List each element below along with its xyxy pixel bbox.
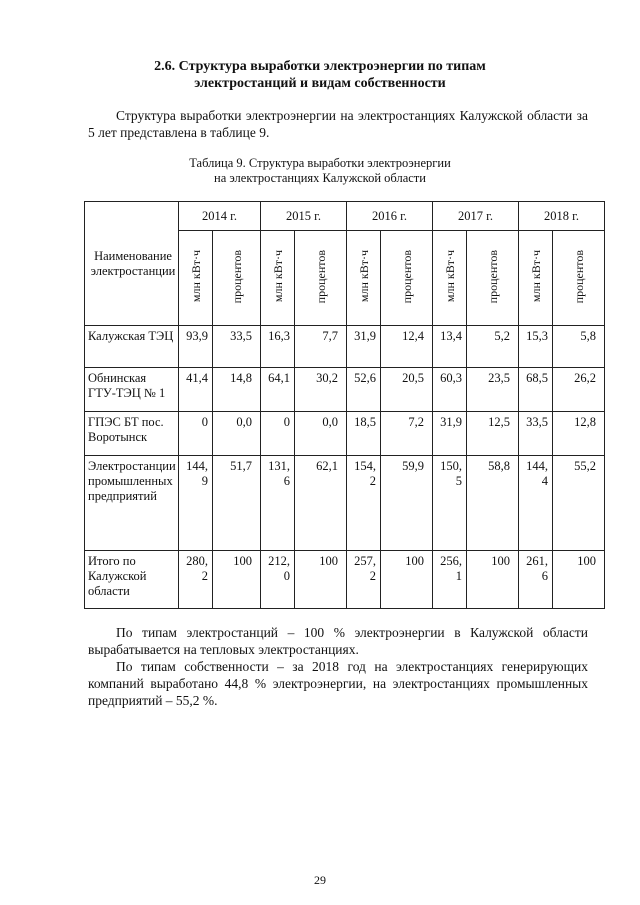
cell-mwh: 212,0: [261, 551, 295, 609]
row-name: Калужская ТЭЦ: [85, 326, 179, 368]
unit-header-percent: процентов: [295, 231, 347, 326]
cell-percent: 7,2: [381, 412, 433, 456]
cell-percent: 58,8: [467, 456, 519, 551]
cell-percent: 59,9: [381, 456, 433, 551]
unit-header-mwh: млн кВт·ч: [347, 231, 381, 326]
row-name: Итого по Калужской области: [85, 551, 179, 609]
unit-header-mwh: млн кВт·ч: [519, 231, 553, 326]
unit-header-mwh: млн кВт·ч: [261, 231, 295, 326]
section-heading-line-1: 2.6. Структура выработки электроэнергии по типам: [154, 59, 486, 74]
table-row: [85, 456, 605, 551]
cell-percent: 33,5: [213, 326, 261, 368]
cell-mwh: 261,6: [519, 551, 553, 609]
section-heading: [0, 58, 640, 92]
row-name: Электростанции промышленных предприятий: [85, 456, 179, 551]
cell-percent: 100: [381, 551, 433, 609]
intro-paragraph: [88, 107, 588, 141]
cell-mwh: 144,4: [519, 456, 553, 551]
cell-mwh: 131,6: [261, 456, 295, 551]
intro-text: Структура выработки электроэнергии на электростанциях Калужской области за 5 лет представлена в таблице 9.: [88, 108, 588, 140]
table-row: [85, 326, 605, 368]
cell-percent: 20,5: [381, 368, 433, 412]
cell-mwh: 64,1: [261, 368, 295, 412]
cell-mwh: 31,9: [433, 412, 467, 456]
cell-mwh: 16,3: [261, 326, 295, 368]
unit-header-mwh: млн кВт·ч: [179, 231, 213, 326]
cell-mwh: 68,5: [519, 368, 553, 412]
table-row: [85, 551, 605, 609]
cell-percent: 26,2: [553, 368, 605, 412]
row-name: Обнинская ГТУ-ТЭЦ № 1: [85, 368, 179, 412]
unit-header-percent: процентов: [467, 231, 519, 326]
cell-percent: 0,0: [213, 412, 261, 456]
cell-percent: 100: [467, 551, 519, 609]
year-header-2014: 2014 г.: [179, 202, 261, 231]
cell-percent: 100: [553, 551, 605, 609]
cell-percent: 5,2: [467, 326, 519, 368]
unit-header-mwh: млн кВт·ч: [433, 231, 467, 326]
year-header-2018: 2018 г.: [519, 202, 605, 231]
cell-mwh: 13,4: [433, 326, 467, 368]
table-caption-line-1: Таблица 9. Структура выработки электроэнергии: [189, 156, 451, 170]
table-row: [85, 412, 605, 456]
cell-mwh: 144,9: [179, 456, 213, 551]
cell-mwh: 93,9: [179, 326, 213, 368]
section-heading-line-2: электростанций и видам собственности: [194, 76, 446, 91]
cell-mwh: 15,3: [519, 326, 553, 368]
cell-mwh: 0: [261, 412, 295, 456]
cell-percent: 12,5: [467, 412, 519, 456]
cell-mwh: 256,1: [433, 551, 467, 609]
year-header-2015: 2015 г.: [261, 202, 347, 231]
unit-header-percent: процентов: [213, 231, 261, 326]
paragraph-ownership: [88, 658, 588, 709]
year-header-2017: 2017 г.: [433, 202, 519, 231]
cell-percent: 5,8: [553, 326, 605, 368]
cell-mwh: 150,5: [433, 456, 467, 551]
cell-percent: 55,2: [553, 456, 605, 551]
cell-percent: 30,2: [295, 368, 347, 412]
year-header-2016: 2016 г.: [347, 202, 433, 231]
paragraph-plant-types: [88, 624, 588, 658]
table-caption-line-2: на электростанциях Калужской области: [214, 171, 426, 185]
station-name-header: Наименование электростанции: [85, 202, 179, 326]
generation-structure-table: [84, 201, 605, 609]
cell-mwh: 0: [179, 412, 213, 456]
cell-percent: 100: [213, 551, 261, 609]
cell-mwh: 52,6: [347, 368, 381, 412]
cell-mwh: 18,5: [347, 412, 381, 456]
cell-percent: 12,4: [381, 326, 433, 368]
table-row: [85, 368, 605, 412]
cell-mwh: 33,5: [519, 412, 553, 456]
cell-mwh: 31,9: [347, 326, 381, 368]
cell-percent: 23,5: [467, 368, 519, 412]
cell-mwh: 257,2: [347, 551, 381, 609]
table-caption: [0, 156, 640, 186]
paragraph-ownership-text: По типам собственности – за 2018 год на электростанциях генерирующих компаний выработано 44,8 % электроэнергии, на электростанциях промышленных предприятий – 55,2 %.: [88, 659, 588, 708]
unit-header-percent: процентов: [553, 231, 605, 326]
unit-header-percent: процентов: [381, 231, 433, 326]
cell-mwh: 60,3: [433, 368, 467, 412]
cell-mwh: 280,2: [179, 551, 213, 609]
cell-mwh: 41,4: [179, 368, 213, 412]
paragraph-plant-types-text: По типам электростанций – 100 % электроэнергии в Калужской области вырабатывается на тепловых электростанциях.: [88, 625, 588, 657]
cell-percent: 14,8: [213, 368, 261, 412]
table-year-header-row: [85, 202, 605, 231]
cell-percent: 7,7: [295, 326, 347, 368]
cell-percent: 62,1: [295, 456, 347, 551]
cell-percent: 51,7: [213, 456, 261, 551]
cell-percent: 100: [295, 551, 347, 609]
cell-percent: 12,8: [553, 412, 605, 456]
cell-percent: 0,0: [295, 412, 347, 456]
page-number: 29: [314, 873, 326, 887]
cell-mwh: 154,2: [347, 456, 381, 551]
row-name: ГПЭС БТ пос. Воротынск: [85, 412, 179, 456]
